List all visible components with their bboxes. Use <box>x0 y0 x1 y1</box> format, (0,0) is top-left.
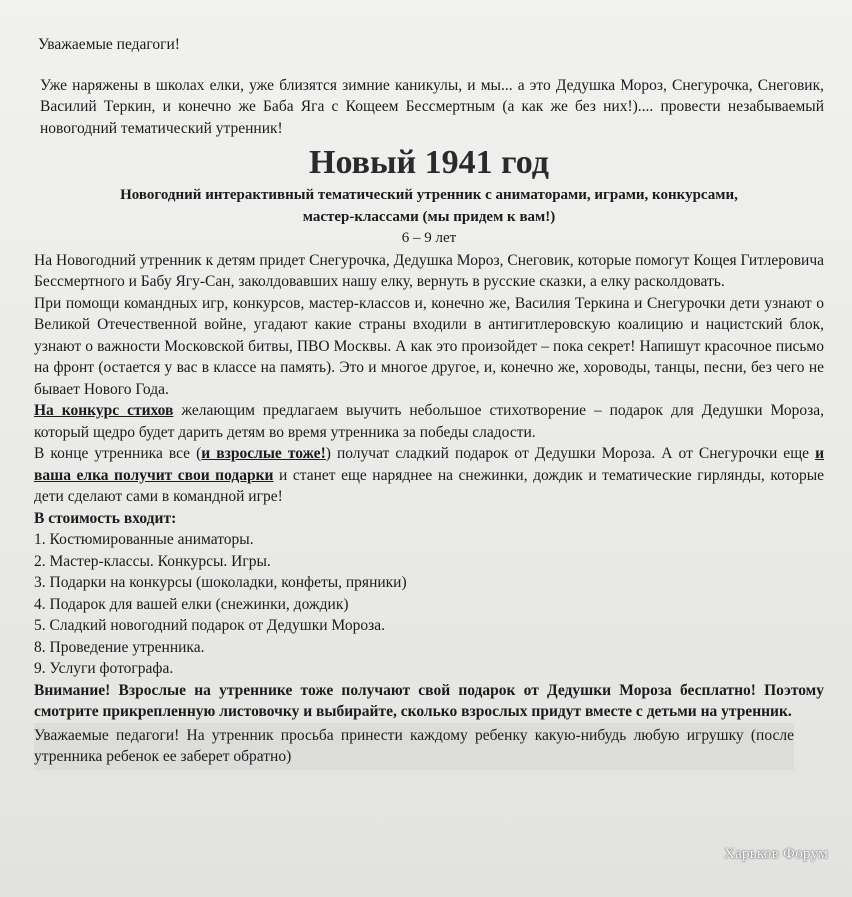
intro-paragraph: Уже наряжены в школах елки, уже близятся зимние каникулы, и мы... а это Дедушка Мороз, Снегурочка, Снеговик, Василий Теркин, и конечно же Баба Яга с Кощеем Бессмертным (а как же без них!).... провести незабываемый новогодний тематический утренник! <box>40 76 824 137</box>
contest-text: желающим предлагаем выучить небольшое стихотворение – подарок для Дедушки Мороза, который щедро будет дарить детям во время утренника за победы сладости. <box>34 402 824 441</box>
gifts-text-3: и станет еще наряднее на снежинки, дождик и тематические гирлянды, которые дети сделают сами в командной игре! <box>34 466 824 505</box>
list-item: 3. Подарки на конкурсы (шоколадки, конфеты, пряники) <box>34 574 407 591</box>
age-range: 6 – 9 лет <box>401 230 457 246</box>
greeting: Уважаемые педагоги! <box>38 36 180 53</box>
flyer-title: Новый 1941 год <box>309 144 549 181</box>
cost-heading: В стоимость входит: <box>34 509 177 527</box>
gifts-tree: и ваша елка получит свои подарки <box>34 445 825 484</box>
paragraph-activities: При помощи командных игр, конкурсов, мастер-классов и, конечно же, Василия Теркина и Снегурочки дети узнают о Великой Отечественной войне, угадают какие страны входили в антигитлеровскую коалицию и нацистский блок, узнают о важности Московской битвы, ПВО Москвы. А как это произойдет – пока секрет! Напишут красочное письмо на фронт (остается у вас в классе на память). Это и многое другое, и, конечно же, хороводы, танцы, песни, без чего не бывает Нового Года. <box>34 294 824 398</box>
watermark: Харьков Форум <box>723 846 828 862</box>
list-item: 9. Услуги фотографа. <box>34 660 174 677</box>
gifts-adults: и взрослые тоже! <box>201 445 326 462</box>
gifts-text-2: ) получат сладкий подарок от Дедушки Мороза. А от Снегурочки еще <box>325 445 816 462</box>
list-item: 2. Мастер-классы. Конкурсы. Игры. <box>34 552 271 570</box>
list-item: 4. Подарок для вашей елки (снежинки, дождик) <box>34 595 349 613</box>
attention-paragraph: Внимание! Взрослые на утреннике тоже получают свой подарок от Дедушки Мороза бесплатно! Поэтому смотрите прикрепленную листовочку и выбирайте, сколько взрослых придут вместе с детьми на утренник. <box>34 681 824 720</box>
paragraph-story: На Новогодний утренник к детям придет Снегурочка, Дедушка Мороз, Снеговик, которые помогут Кощея Гитлеровича Бессмертного и Бабу Ягу-Сан, заколдовавших нашу елку, вернуть в русские сказки, а елку расколдовать. <box>34 251 824 290</box>
list-item: 5. Сладкий новогодний подарок от Дедушки Мороза. <box>34 617 385 634</box>
paragraph-contest <box>34 400 824 443</box>
flyer-subtitle: Новогодний интерактивный тематический утренник с аниматорами, играми, конкурсами, мастер-классами (мы придем к вам!) <box>120 187 738 225</box>
gifts-text-1: В конце утренника все ( <box>34 445 202 462</box>
closing-note: Уважаемые педагоги! На утренник просьба принести каждому ребенку какую-нибудь любую игрушку (после утренника ребенок ее заберет обратно) <box>34 723 794 770</box>
cost-list <box>34 529 824 680</box>
paragraph-gifts <box>34 443 824 508</box>
list-item: 8. Проведение утренника. <box>34 638 205 656</box>
contest-lead: На конкурс стихов <box>34 402 174 419</box>
flyer-document <box>34 34 824 770</box>
list-item: 1. Костюмированные аниматоры. <box>34 531 254 548</box>
